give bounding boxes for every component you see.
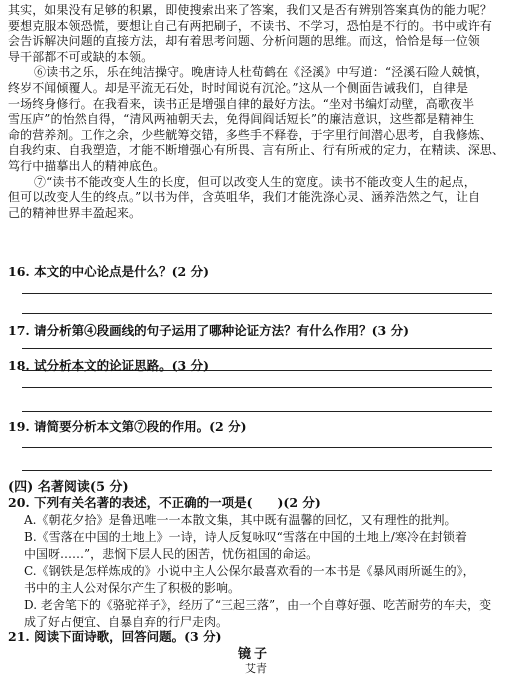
passage-line: 命的营养剂。工作之余，少些觥筹交错，多些手不释卷，于字里行间潜心思考，自我修炼、	[8, 127, 493, 142]
answer-line[interactable]	[22, 348, 492, 349]
option-b-cont: 中国呀……”，悲悯下层人民的困苦，忧伤祖国的命运。	[24, 547, 319, 561]
option-d-cont: 成了好占便宜、自暴自弃的行尸走肉。	[24, 615, 229, 629]
question-21: 21. 阅读下面诗歌，回答问题。(3 分)	[8, 629, 222, 644]
passage-line: 但可以改变人生的终点。”以书为伴，含英咀华，我们才能洗涤心灵、涵养浩然之气，让自	[8, 190, 481, 205]
passage-line: 一场终身修行。在我看来，读书正是增强自律的最好方法。“坐对书编灯动壁，高歌夜半	[8, 96, 475, 111]
passage-line: 要想克服本领恐慌，要想让自己有两把刷子，不读书、不学习，恐怕是不行的。书中或许有	[8, 18, 493, 33]
option-d[interactable]: D. 老舍笔下的《骆驼祥子》，经历了“三起三落”，由一个自尊好强、吃苦耐劳的车夫，变	[24, 598, 492, 612]
answer-line[interactable]	[22, 387, 492, 388]
answer-line[interactable]	[22, 313, 492, 314]
question-18: 18. 试分析本文的论证思路。(3 分)	[8, 358, 209, 373]
poem-title: 镜子	[238, 647, 271, 662]
passage-line: ⑥读书之乐，乐在纯洁操守。晚唐诗人杜荀鹤在《泾溪》中写道：“泾溪石险人兢慎，	[34, 65, 488, 80]
question-20-stem: 20. 下列有关名著的表述，不正确的一项是( )(2 分)	[8, 495, 321, 510]
poem-author: 艾青	[245, 662, 267, 675]
passage-line: 己的精神世界丰盈起来。	[8, 205, 142, 220]
section-heading-classics: (四) 名著阅读(5 分)	[8, 480, 129, 495]
option-c-cont: 书中的主人公对保尔产生了积极的影响。	[24, 581, 241, 595]
answer-line[interactable]	[22, 293, 492, 294]
passage-line: 雪压庐”的怡然自得，“清风两袖朝天去，免得闾阎话短长”的廉洁意识，这些都是精神生	[8, 112, 475, 127]
passage-line: 自我约束、自我塑造，才能不断增强心有所畏、言有所止、行有所戒的定力，在精读、深思、	[8, 143, 505, 158]
passage-line: 其实，如果没有足够的积累，即使搜索出来了答案，我们又是否有辨别答案真伪的能力呢？	[8, 3, 493, 17]
answer-line[interactable]	[22, 411, 492, 412]
question-17: 17. 请分析第④段画线的句子运用了哪种论证方法？有什么作用？(3 分)	[8, 323, 409, 338]
passage-line: ⑦“读书不能改变人生的长度，但可以改变人生的宽度。读书不能改变人生的起点，	[34, 174, 476, 189]
passage-line: 会告诉解决问题的直接方法，却有着思考问题、分析问题的思维。而这，恰恰是每一位领	[8, 34, 480, 49]
option-b[interactable]: B.《雪落在中国的土地上》一诗，诗人反复咏叹“雪落在中国的土地上/寒冷在封锁着	[24, 530, 467, 544]
answer-line[interactable]	[22, 470, 492, 471]
question-19: 19. 请简要分析本文第⑦段的作用。(2 分)	[8, 419, 247, 434]
answer-line[interactable]	[22, 447, 492, 448]
option-a[interactable]: A.《朝花夕拾》是鲁迅唯一一本散文集，其中既有温馨的回忆，又有理性的批判。	[24, 513, 457, 527]
passage-line: 笃行中描摹出人的精神底色。	[8, 158, 166, 173]
reading-passage	[8, 3, 514, 221]
passage-line: 终岁不闻倾覆人。却是平流无石处，时时闻说有沉沦。”这从一个侧面告诫我们，自律是	[8, 80, 469, 95]
passage-line: 导干部都不可或缺的本领。	[8, 49, 154, 64]
option-c[interactable]: C.《钢铁是怎样炼成的》小说中主人公保尔最喜欢看的一本书是《暴风雨所诞生的》，	[24, 564, 475, 578]
question-16: 16. 本文的中心论点是什么？(2 分)	[8, 264, 209, 279]
